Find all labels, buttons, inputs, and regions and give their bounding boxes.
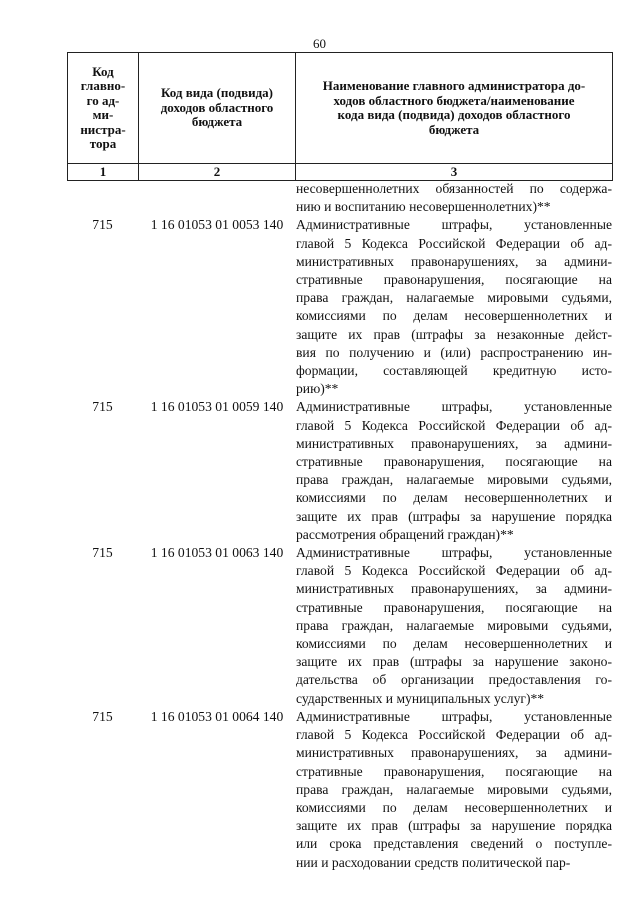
description-line: стративные правонарушения, посягающие на [296, 272, 612, 288]
description-line: стративные правонарушения, посягающие на [296, 763, 612, 779]
table-row [67, 544, 612, 708]
description-line: стративные правонарушения, посягающие на [296, 599, 612, 615]
description-line: защите их прав (штрафы за нарушение порядка [296, 818, 612, 834]
description-line: Административные штрафы, установленные [296, 545, 612, 561]
table-row [67, 398, 612, 544]
row-description [296, 708, 612, 872]
description-line: права граждан, налагаемые мировыми судьями, [296, 617, 612, 633]
description-line: вия по получению и (или) распространению ин- [296, 344, 612, 360]
description-line: сударственных и муниципальных услуг)** [296, 690, 545, 706]
description-line: комиссиями по делам несовершеннолетних и [296, 799, 612, 815]
row-description [296, 180, 612, 216]
description-line: рию)** [296, 381, 339, 397]
header-admin-code: Код главно- го ад- ми- нистра- тора [68, 53, 139, 164]
description-line: главой 5 Кодекса Российской Федерации об ад- [296, 235, 612, 251]
description-line: комиссиями по делам несовершеннолетних и [296, 308, 612, 324]
income-code: 1 16 01053 01 0063 140 [150, 545, 284, 561]
table-body [67, 180, 612, 872]
header-name: Наименование главного администратора до- ходов областного бюджета/наименование кода вида (подвида) доходов областного бюджета [296, 53, 613, 164]
admin-code [67, 180, 138, 216]
description-line: комиссиями по делам несовершеннолетних и [296, 636, 612, 652]
table-row [67, 216, 612, 398]
admin-code: 715 [92, 545, 113, 561]
description-line: министративных правонарушениях, за админи- [296, 745, 612, 761]
header-num-2: 2 [139, 164, 296, 181]
description-line: несовершеннолетних обязанностей по содержа- [296, 181, 612, 196]
table-header [67, 52, 613, 181]
description-line: нии и расходовании средств политической пар- [296, 854, 571, 870]
header-num-1: 1 [68, 164, 139, 181]
description-line: права граждан, налагаемые мировыми судьями, [296, 781, 612, 797]
admin-code: 715 [92, 399, 113, 415]
income-code [138, 180, 296, 216]
income-code: 1 16 01053 01 0059 140 [150, 399, 284, 415]
description-line: защите их прав (штрафы за незаконные дейст- [296, 326, 612, 342]
description-line: или срока представления сведений о поступле- [296, 836, 612, 852]
description-line: нию и воспитанию несовершеннолетних)** [296, 199, 551, 215]
description-line: Административные штрафы, установленные [296, 217, 612, 233]
income-code: 1 16 01053 01 0053 140 [150, 217, 284, 233]
table-row-continuation [67, 180, 612, 216]
description-line: министративных правонарушениях, за админи- [296, 581, 612, 597]
description-line: главой 5 Кодекса Российской Федерации об ад- [296, 417, 612, 433]
description-line: Административные штрафы, установленные [296, 399, 612, 415]
row-description [296, 544, 612, 708]
description-line: формации, составляющей кредитную исто- [296, 363, 612, 379]
description-line: комиссиями по делам несовершеннолетних и [296, 490, 612, 506]
income-code: 1 16 01053 01 0064 140 [150, 708, 284, 724]
admin-code: 715 [92, 217, 113, 233]
header-num-3: 3 [296, 164, 613, 181]
description-line: защите их прав (штрафы за нарушение законо- [296, 654, 612, 670]
description-line: рассмотрения обращений граждан)** [296, 526, 514, 542]
description-line: права граждан, налагаемые мировыми судьями, [296, 290, 612, 306]
header-income-code: Код вида (подвида) доходов областного бюджета [139, 53, 296, 164]
description-line: министративных правонарушениях, за админи- [296, 435, 612, 451]
description-line: Административные штрафы, установленные [296, 708, 612, 724]
admin-code: 715 [92, 708, 113, 724]
description-line: дательства об организации предоставления го- [296, 672, 612, 688]
description-line: права граждан, налагаемые мировыми судьями, [296, 472, 612, 488]
row-description [296, 216, 612, 398]
description-line: защите их прав (штрафы за нарушение порядка [296, 508, 612, 524]
description-line: главой 5 Кодекса Российской Федерации об ад- [296, 727, 612, 743]
description-line: стративные правонарушения, посягающие на [296, 454, 612, 470]
description-line: главой 5 Кодекса Российской Федерации об ад- [296, 563, 612, 579]
description-line: министративных правонарушениях, за админи- [296, 253, 612, 269]
page-number: 60 [313, 36, 326, 51]
table-row [67, 708, 612, 872]
row-description [296, 398, 612, 544]
